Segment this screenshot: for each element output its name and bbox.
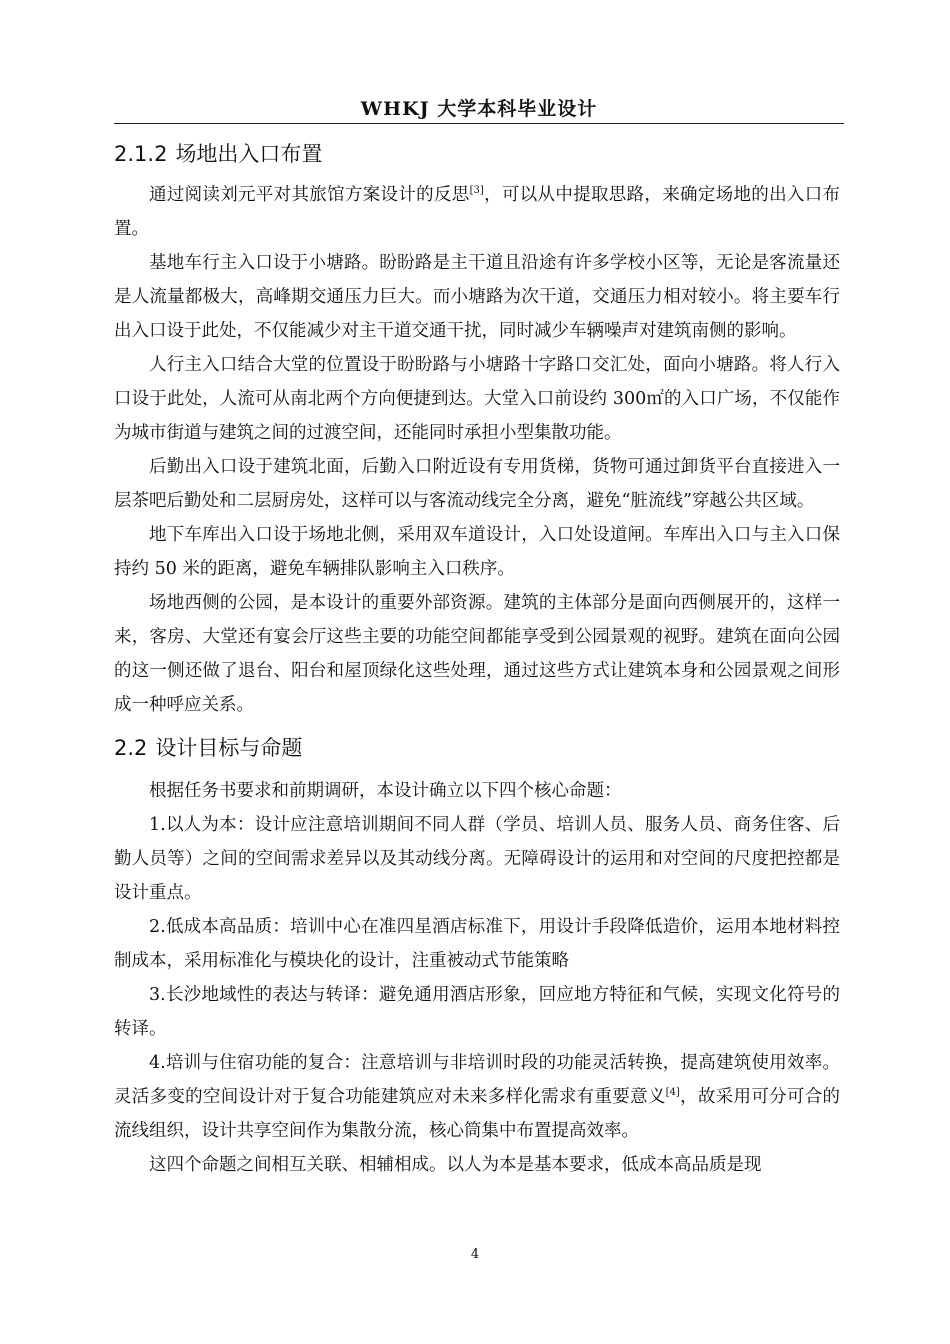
page-number: 4	[470, 1247, 480, 1262]
section-heading-2-1-2	[114, 134, 840, 174]
paragraph-text: ，故采用可分可合的流线组织，设计共享空间作为集散分流，核心筒集中布置提高效率。	[114, 1087, 841, 1141]
section-heading-2-2	[114, 728, 840, 768]
paragraph-text: 4.培训与住宿功能的复合：注意培训与非培训时段的功能灵活转换，提高建筑使用效率。灵活多变的空间设计对于复合功能建筑应对未来多样化需求有重要意义	[114, 1053, 840, 1107]
page-body	[114, 134, 840, 1182]
paragraph: 3.长沙地域性的表达与转译：避免通用酒店形象，回应地方特征和气候，实现文化符号的转译。	[114, 985, 840, 1039]
paragraph: 后勤出入口设于建筑北面，后勤入口附近设有专用货梯，货物可通过卸货平台直接进入一层茶吧后勤处和二层厨房处，这样可以与客流动线完全分离，避免“脏流线”穿越公共区域。	[114, 457, 840, 511]
paragraph: 根据任务书要求和前期调研，本设计确立以下四个核心命题：	[149, 781, 622, 801]
paragraph: 人行主入口结合大堂的位置设于盼盼路与小塘路十字路口交汇处，面向小塘路。将人行入口设于此处，人流可从南北两个方向便捷到达。大堂入口前设约 300㎡的入口广场，不仅能作为城市街道与建筑之间的过渡空间，还能同时承担小型集散功能。	[114, 355, 840, 443]
section-title: 设计目标与命题	[155, 736, 303, 760]
header-rule	[114, 123, 844, 124]
paragraph: 场地西侧的公园，是本设计的重要外部资源。建筑的主体部分是面向西侧展开的，这样一来，客房、大堂还有宴会厅这些主要的功能空间都能享受到公园景观的视野。建筑在面向公园的这一侧还做了退台、阳台和屋顶绿化这些处理，通过这些方式让建筑本身和公园景观之间形成一种呼应关系。	[114, 593, 840, 715]
paragraph: 基地车行主入口设于小塘路。盼盼路是主干道且沿途有许多学校小区等，无论是客流量还是人流量都极大，高峰期交通压力巨大。而小塘路为次干道，交通压力相对较小。将主要车行出入口设于此处，不仅能减少对主干道交通干扰，同时减少车辆噪声对建筑南侧的影响。	[114, 253, 840, 341]
paragraph: 1.以人为本：设计应注意培训期间不同人群（学员、培训人员、服务人员、商务住客、后勤人员等）之间的空间需求差异以及其动线分离。无障碍设计的运用和对空间的尺度把控都是设计重点。	[114, 815, 840, 903]
section-title: 场地出入口布置	[175, 142, 323, 166]
paragraph-text: 通过阅读刘元平对其旅馆方案设计的反思	[149, 185, 470, 205]
paragraph	[114, 1046, 840, 1148]
paragraph: 地下车库出入口设于场地北侧，采用双车道设计，入口处设道闸。车库出入口与主入口保持约 50 米的距离，避免车辆排队影响主入口秩序。	[114, 525, 840, 579]
citation-ref: [4]	[665, 1087, 680, 1099]
paragraph	[114, 178, 840, 246]
paragraph: 这四个命题之间相互关联、相辅相成。以人为本是基本要求，低成本高品质是现	[149, 1155, 762, 1175]
paragraph: 2.低成本高品质：培训中心在准四星酒店标准下，用设计手段降低造价，运用本地材料控制成本，采用标准化与模块化的设计，注重被动式节能策略	[114, 917, 840, 971]
running-header: WHKJ 大学本科毕业设计	[360, 98, 598, 120]
paragraph-text: ，可以从中提取思路，来确定场地的出入口布置。	[114, 185, 841, 239]
section-number: 2.2	[114, 736, 148, 760]
citation-ref: [3]	[469, 185, 484, 197]
section-number: 2.1.2	[114, 142, 168, 166]
